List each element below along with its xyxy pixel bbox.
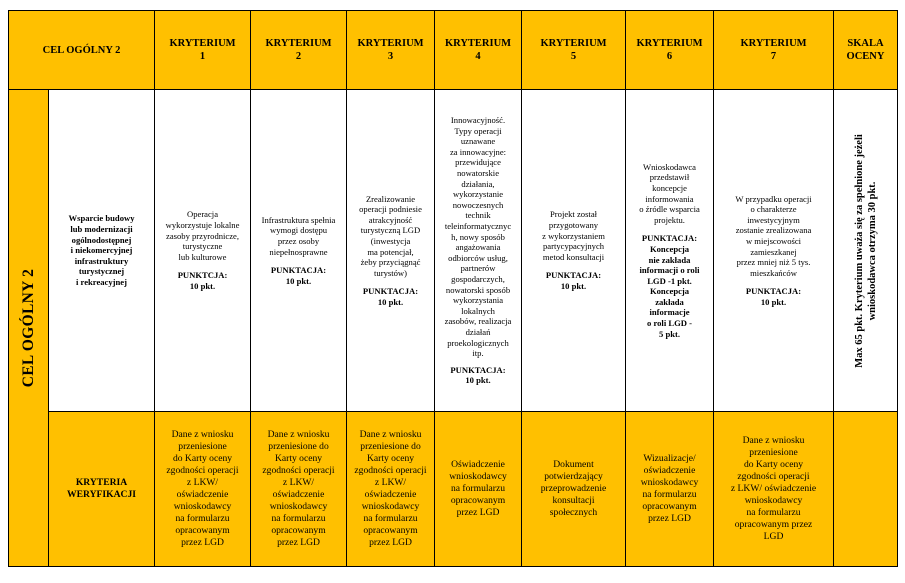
criterion-1-cell bbox=[155, 90, 251, 412]
verification-3: Dane z wniosku przeniesione do Karty oceny zgodności operacji z LKW/ oświadczenie wnioskodawcy na formularzu opracowanym przez LGD bbox=[347, 412, 435, 567]
verification-1: Dane z wniosku przeniesione do Karty oceny zgodności operacji z LKW/ oświadczenie wnioskodawcy na formularzu opracowanym przez LGD bbox=[155, 412, 251, 567]
verification-skala-empty bbox=[834, 412, 898, 567]
verification-5: Dokument potwierdzający przeprowadzenie konsultacji społecznych bbox=[522, 412, 626, 567]
verification-2: Dane z wniosku przeniesione do Karty oceny zgodności operacji z LKW/ oświadczenie wnioskodawcy na formularzu opracowanym przez LGD bbox=[251, 412, 347, 567]
criterion-3-points: PUNKTACJA: 10 pkt. bbox=[362, 286, 419, 307]
criterion-7-cell bbox=[714, 90, 834, 412]
verification-6: Wizualizacje/ oświadczenie wnioskodawcy na formularzu opracowanym przez LGD bbox=[626, 412, 714, 567]
verification-7: Dane z wniosku przeniesione do Karty oceny zgodności operacji z LKW/ oświadczenie wnioskodawcy na formularzu opracowanym przez LGD bbox=[714, 412, 834, 567]
criterion-6-cell bbox=[626, 90, 714, 412]
criterion-1-text: Operacja wykorzystuje lokalne zasoby przyrodnicze, turystyczne lub kulturowe bbox=[165, 209, 240, 262]
criterion-7-text: W przypadku operacji o charakterze inwestycyjnym zostanie zrealizowana w miejscowości zamieszkanej przez mniej niż 5 tys. mieszkańców bbox=[735, 193, 812, 278]
header-kryterium-4: KRYTERIUM 4 bbox=[435, 11, 522, 90]
header-kryterium-5: KRYTERIUM 5 bbox=[522, 11, 626, 90]
header-kryterium-6: KRYTERIUM 6 bbox=[626, 11, 714, 90]
verification-4: Oświadczenie wnioskodawcy na formularzu opracowanym przez LGD bbox=[435, 412, 522, 567]
header-kryterium-7: KRYTERIUM 7 bbox=[714, 11, 834, 90]
criterion-5-points: PUNKTACJA: 10 pkt. bbox=[545, 270, 602, 291]
skala-cell bbox=[834, 90, 898, 412]
header-kryterium-2: KRYTERIUM 2 bbox=[251, 11, 347, 90]
row-label-cel-ogolny: CEL OGÓLNY 2 bbox=[19, 268, 37, 388]
goal-description: Wsparcie budowy lub modernizacji ogólnodostępnej i niekomercyjnej infrastruktury turystycznej i rekreacyjnej bbox=[49, 90, 155, 412]
criterion-5-text: Projekt został przygotowany z wykorzystaniem partycypacyjnych metod konsultacji bbox=[542, 209, 605, 262]
criterion-6-text: Wnioskodawca przedstawił koncepcje informowania o źródle wsparcia projektu. bbox=[639, 161, 700, 225]
criterion-4-points: PUNKTACJA: 10 pkt. bbox=[450, 364, 506, 386]
criterion-6-points: PUNKTACJA: Koncepcja nie zakłada informacji o roli LGD -1 pkt. Koncepcja zakłada informacje o roli LGD - 5 pkt. bbox=[639, 233, 700, 339]
skala-text: Max 65 pkt. Kryterium uważa się za spełnione jeżeli wnioskodawca otrzyma 30 pkt. bbox=[853, 133, 878, 368]
header-kryterium-3: KRYTERIUM 3 bbox=[347, 11, 435, 90]
criteria-table bbox=[8, 10, 898, 567]
criterion-7-points: PUNKTACJA: 10 pkt. bbox=[745, 286, 802, 307]
criterion-3-cell bbox=[347, 90, 435, 412]
criterion-4-text: Innowacyjność. Typy operacji uznawane za innowacyjne: przewidujące nowatorskie działania, wykorzystanie nowoczesnych technik teleinformatycznyc h, nowy sposób angażowania odbiorców usług, partnerów gospodarczych, nowatorski sposób wykorzystania lokalnych zasobów, realizacja działań proekologicznych itp. bbox=[444, 115, 512, 359]
header-kryterium-1: KRYTERIUM 1 bbox=[155, 11, 251, 90]
criterion-4-cell bbox=[435, 90, 522, 412]
criterion-2-text: Infrastruktura spełnia wymogi dostępu przez osoby niepełnosprawne bbox=[261, 214, 336, 257]
criterion-5-cell bbox=[522, 90, 626, 412]
header-cel-ogolny: CEL OGÓLNY 2 bbox=[9, 11, 155, 90]
row-label-cell bbox=[9, 90, 49, 567]
header-skala-oceny: SKALA OCENY bbox=[834, 11, 898, 90]
criterion-2-points: PUNKTACJA: 10 pkt. bbox=[270, 265, 327, 286]
criterion-3-text: Zrealizowanie operacji podniesie atrakcyjność turystyczną LGD (inwestycja ma potencjał, żeby przyciągnąć turystów) bbox=[359, 193, 422, 278]
criterion-2-cell bbox=[251, 90, 347, 412]
verification-label: KRYTERIA WERYFIKACJI bbox=[49, 412, 155, 567]
criterion-1-points: PUNKTCJA: 10 pkt. bbox=[177, 270, 228, 291]
